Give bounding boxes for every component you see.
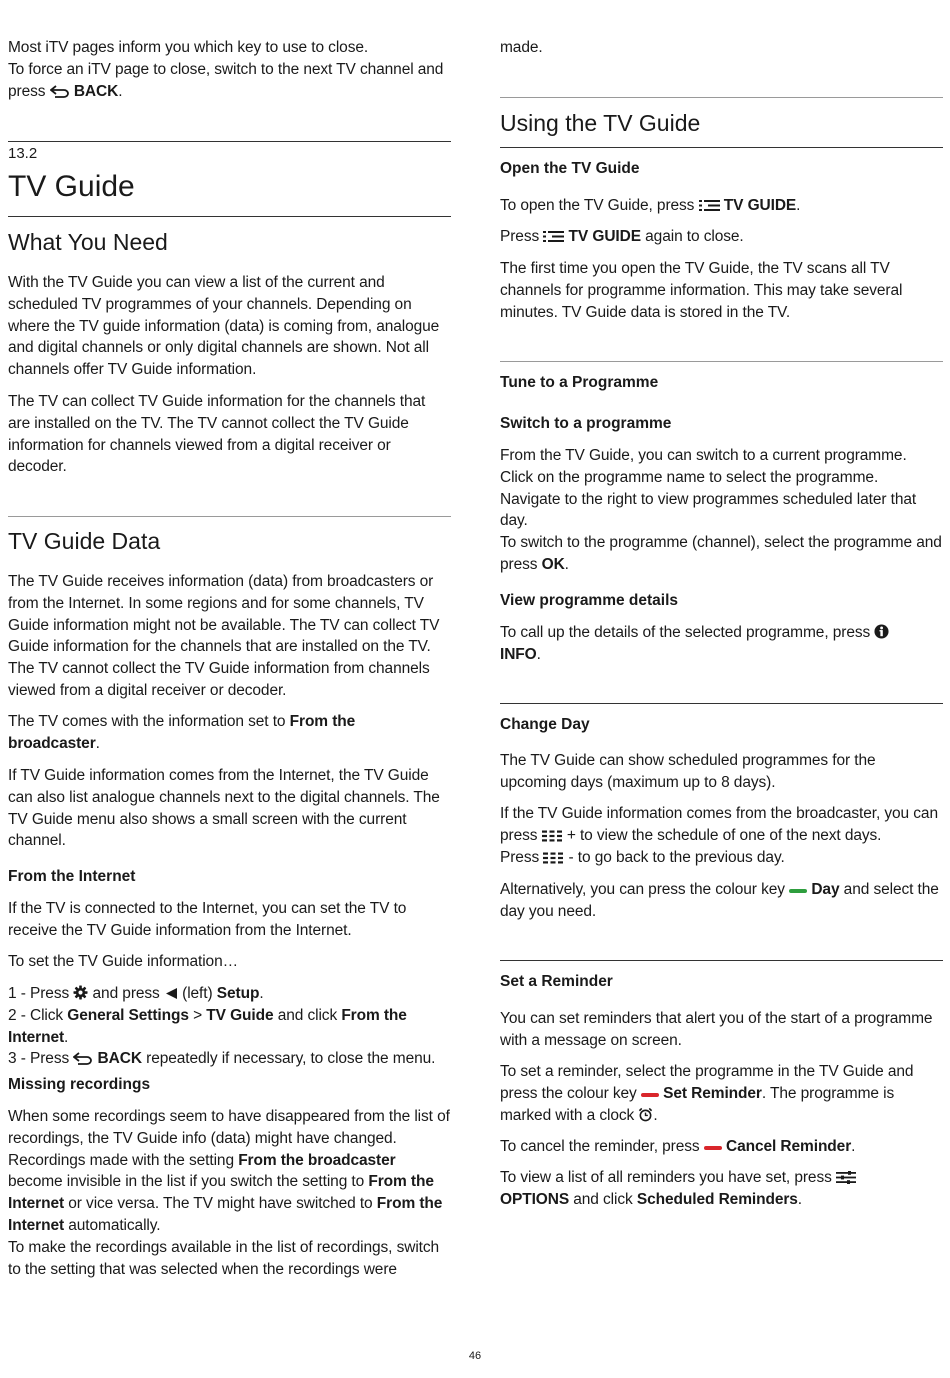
heading-switch-to-a-programme: Switch to a programme [500,415,672,432]
channel-list-icon [542,830,563,842]
step-3: 3 - Press BACK repeatedly if necessary, to close the menu. [8,1050,436,1068]
info-icon [874,624,889,639]
red-key-icon [641,1090,659,1100]
reminder-paragraph-4: To view a list of all reminders you have set, press OPTIONS and click Scheduled Reminders. [500,1167,943,1211]
missing-recordings-paragraph: When some recordings seem to have disappeared from the list of recordings, the TV Guide info (data) might have changed. Recordings made with the setting From the broadcaster become invisible in the list if you switch the setting to From the Internet or vice versa. The TV might have switched to From the Internet automatically. To make the recordings available in the list of recordings, switch to the setting that was selected when the recordings were [8,1108,450,1278]
heading-missing-recordings: Missing recordings [8,1076,151,1093]
divider [500,97,943,98]
from-internet-paragraph-1: If the TV is connected to the Internet, you can set the TV to receive the TV Guide information from the Internet. [8,900,407,939]
green-key-icon [789,886,807,896]
continued-text: made. [500,39,543,56]
heading-open-the-tv-guide: Open the TV Guide [500,160,640,177]
heading-view-programme-details: View programme details [500,592,679,609]
what-you-need-paragraph-2: The TV can collect TV Guide information for the channels that are installed on the TV. The TV cannot collect the TV Guide information for channels viewed from a digital receiver or decoder. [8,393,426,476]
what-you-need-paragraph-1: With the TV Guide you can view a list of the current and scheduled TV programmes of your channels. Depending on where the TV guide information (data) is coming from, analogue and digital channels or only digital channels are shown. Not all channels offer TV Guide information. [8,274,440,379]
intro-paragraph-2: To force an iTV page to close, switch to the next TV channel and press BACK. [8,61,444,100]
gear-icon [73,985,88,1000]
clock-icon [638,1107,653,1122]
title-divider [8,216,451,217]
switch-programme-text [500,445,943,576]
heading-using-the-tv-guide: Using the TV Guide [500,110,701,136]
divider [500,703,943,704]
options-icon [836,1171,856,1184]
divider [500,147,943,148]
change-day-paragraph-1: The TV Guide can show scheduled programmes for the upcoming days (maximum up to 8 days). [500,752,876,791]
left-arrow-icon [164,987,178,1000]
tv-guide-icon [699,199,720,212]
reminder-paragraph-3: To cancel the reminder, press Cancel Reminder. [500,1138,856,1155]
open-guide-paragraph-3: The first time you open the TV Guide, the TV scans all TV channels for programme information. This may take several minutes. TV Guide data is stored in the TV. [500,260,903,321]
steps-list [8,983,451,1070]
switch-line-4: To switch to the programme (channel), select the programme and press OK. [500,534,942,573]
divider [8,516,451,517]
step-1: 1 - Press and press (left) Setup. [8,985,264,1002]
open-guide-paragraph-1: To open the TV Guide, press TV GUIDE. [500,197,801,214]
step-2: 2 - Click General Settings > TV Guide and click From the Internet. [8,1006,407,1046]
page-title: TV Guide [8,170,135,203]
red-key-icon [704,1143,722,1153]
change-day-paragraph-2: If the TV Guide information comes from the broadcaster, you can press + to view the schedule of one of the next days. Press - to go back to the previous day. [500,805,938,866]
section-number: 13.2 [8,145,38,162]
divider [500,960,943,961]
heading-change-day: Change Day [500,716,590,733]
change-day-paragraph-3: Alternatively, you can press the colour key Day and select the day you need. [500,881,939,920]
channel-list-icon [543,852,564,864]
programme-details-paragraph: To call up the details of the selected programme, press INFO. [500,622,943,666]
switch-line-2: Click on the programme name to select the programme. [500,468,879,486]
switch-line-3: Navigate to the right to view programmes scheduled later that day. [500,490,917,530]
back-icon [73,1052,93,1065]
divider [500,361,943,362]
page-number: 46 [468,1350,482,1362]
heading-set-a-reminder: Set a Reminder [500,973,613,990]
tv-guide-data-paragraph-3: If TV Guide information comes from the Internet, the TV Guide can also list analogue channels next to the digital channels. The TV Guide menu also shows a small screen with the current channel. [8,767,440,850]
heading-from-the-internet: From the Internet [8,868,136,885]
switch-line-1: From the TV Guide, you can switch to a current programme. [500,447,907,464]
heading-what-you-need: What You Need [8,229,168,255]
from-internet-paragraph-2: To set the TV Guide information… [8,953,238,970]
heading-tv-guide-data: TV Guide Data [8,528,161,554]
intro-paragraph-1: Most iTV pages inform you which key to use to close. [8,39,369,56]
heading-tune-to-a-programme: Tune to a Programme [500,374,659,391]
section-divider [8,141,451,142]
back-icon [50,85,70,98]
open-guide-paragraph-2: Press TV GUIDE again to close. [500,228,744,245]
tv-guide-icon [543,230,564,243]
reminder-paragraph-2: To set a reminder, select the programme in the TV Guide and press the colour key Set Reminder. The programme is marked with a clock . [500,1063,914,1124]
tv-guide-data-paragraph-2: The TV comes with the information set to From the broadcaster. [8,713,356,752]
tv-guide-data-paragraph-1: The TV Guide receives information (data) from broadcasters or from the Internet. In some regions and for some channels, TV Guide information might not be available. The TV can collect TV Guide information for the channels that are installed on the TV. The TV cannot collect the TV Guide information from channels viewed from a digital receiver or decoder. [8,573,440,699]
reminder-paragraph-1: You can set reminders that alert you of the start of a programme with a message on screen. [500,1010,933,1049]
